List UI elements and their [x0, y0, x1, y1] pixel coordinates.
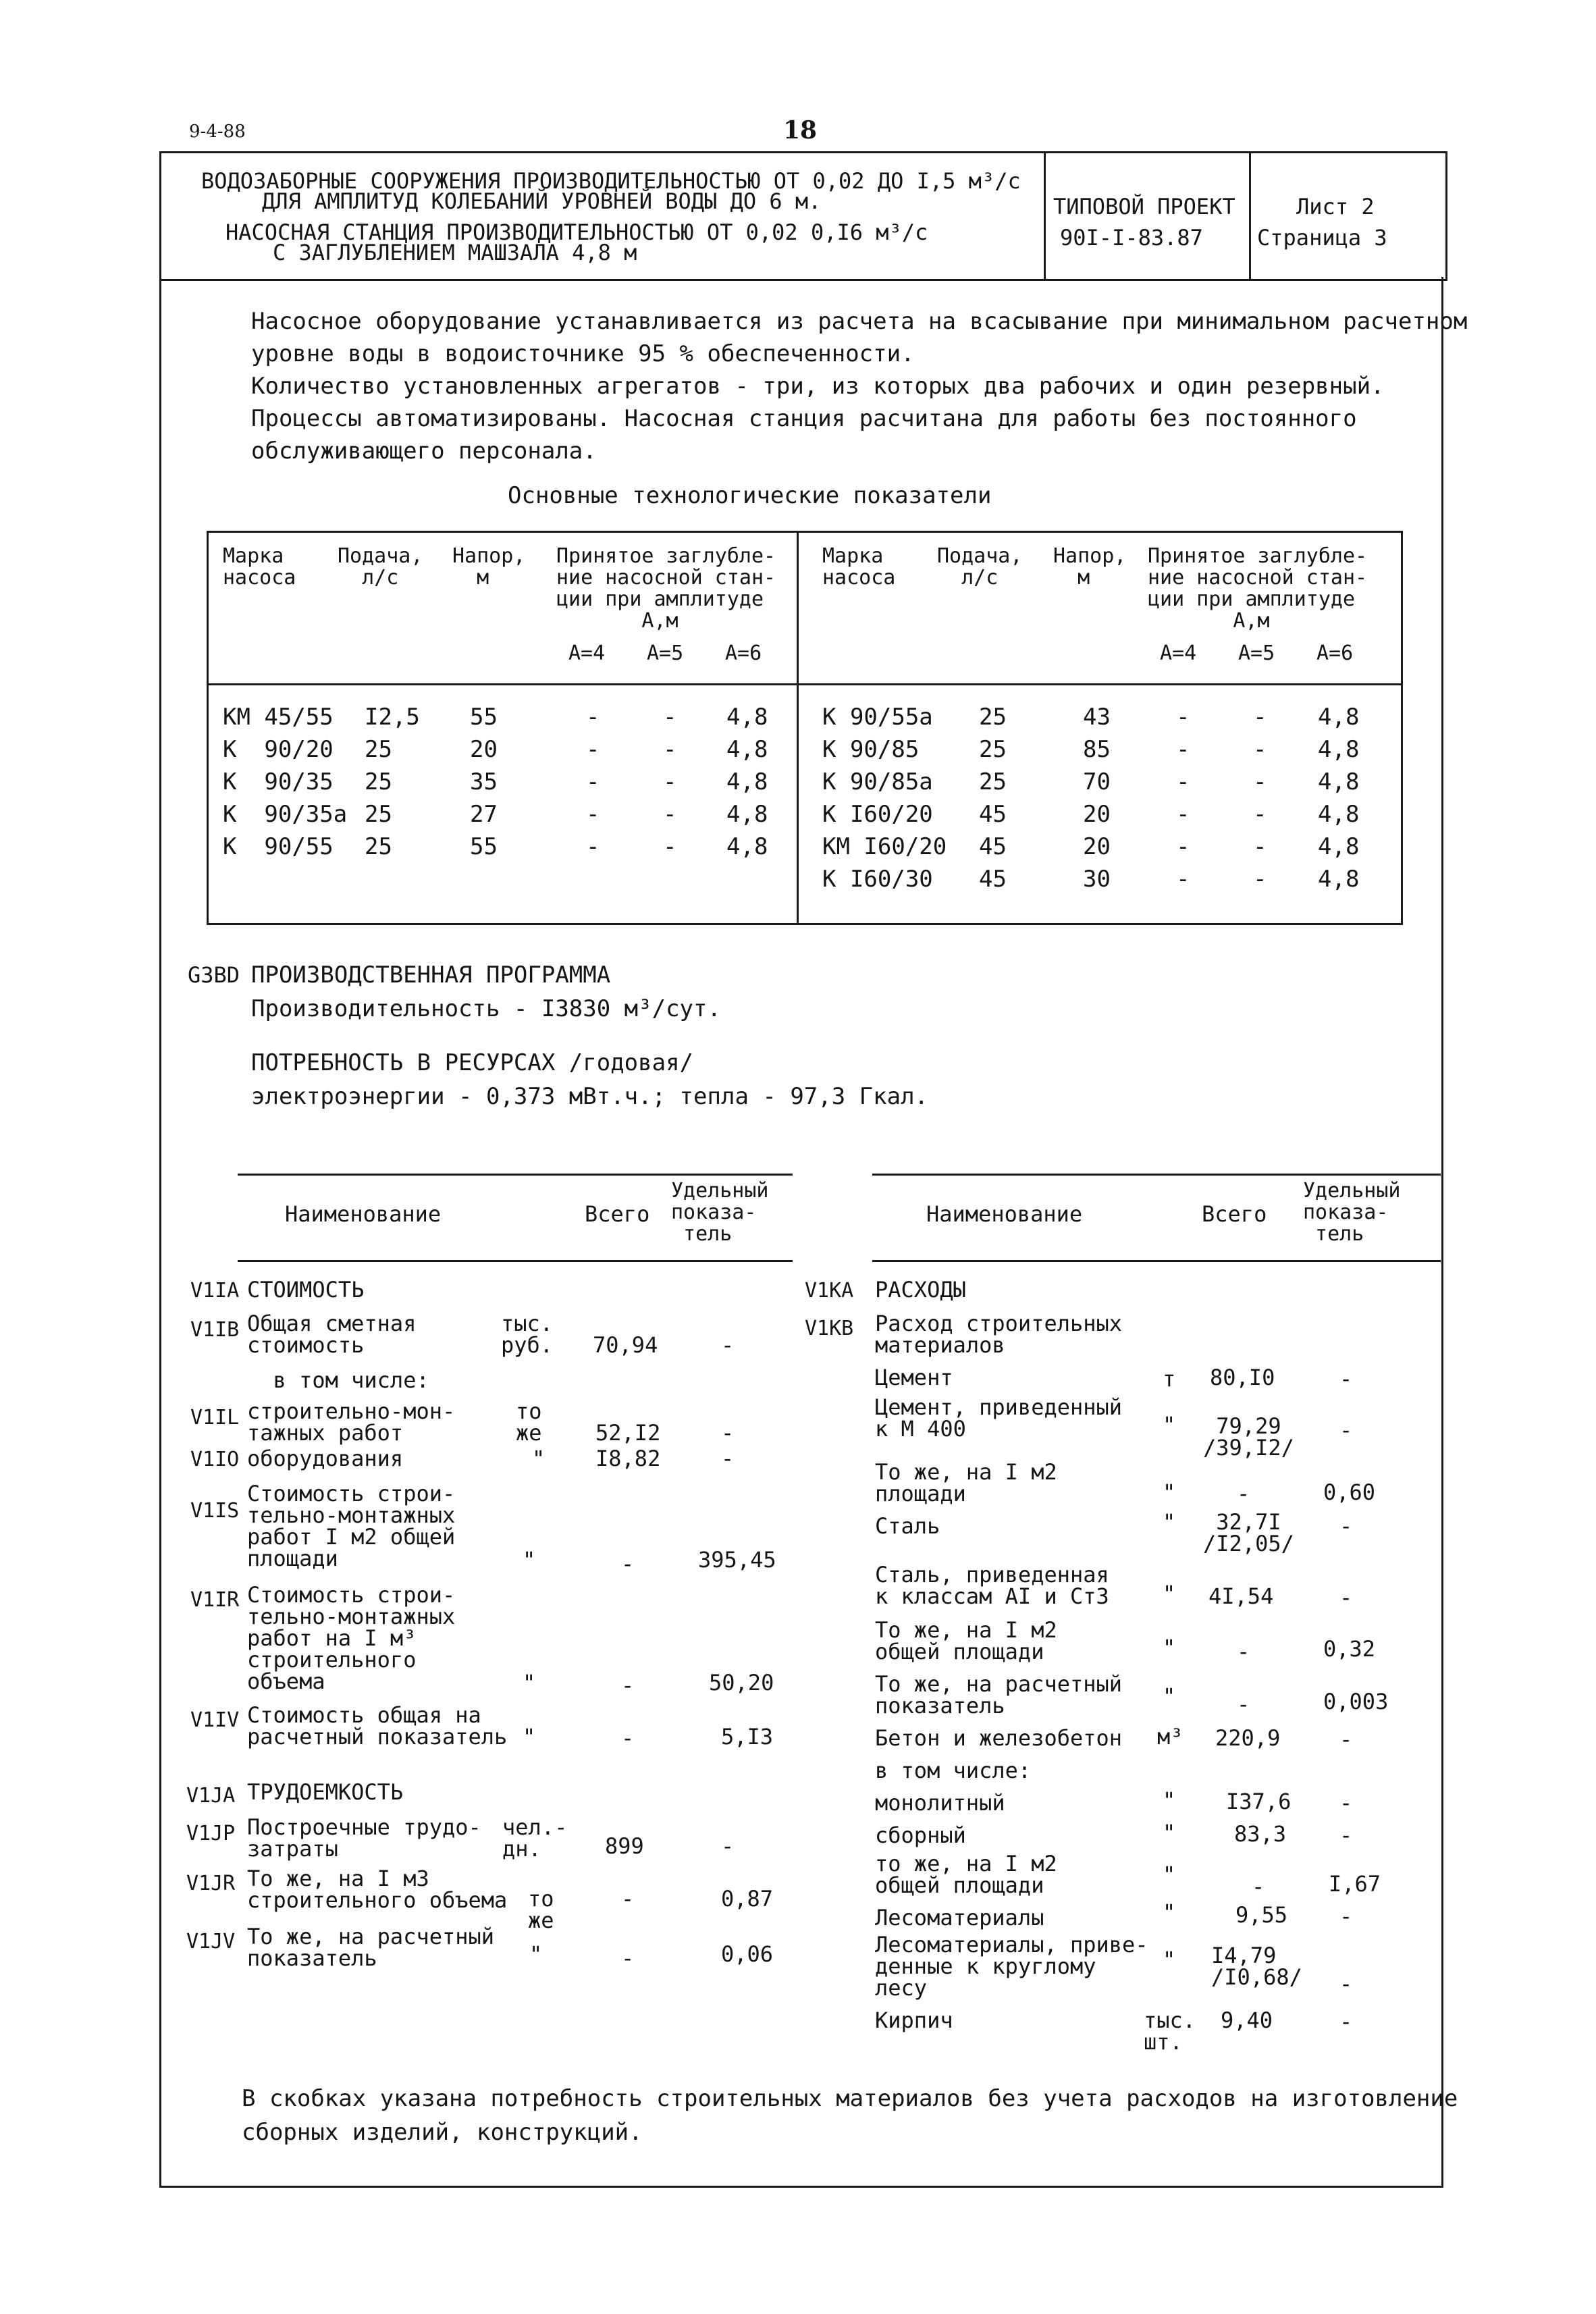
row-name: Сталь — [875, 1513, 940, 1539]
row-name: в том числе: — [247, 1367, 429, 1393]
cell-mark: К 90/85 — [822, 736, 920, 763]
resources-values: электроэнергии - 0,373 мВт.ч.; тепла - 97,3 Гкал. — [251, 1083, 929, 1110]
cell-a5: - — [1253, 801, 1267, 828]
ind-right-header-rule — [872, 1260, 1441, 1262]
intro-line-5: обслуживающего персонала. — [251, 438, 597, 465]
row-unit: тыс. руб. — [501, 1311, 554, 1358]
row-spec: - — [1339, 1903, 1353, 1929]
row-name: Цемент — [875, 1365, 953, 1390]
cell-a6: 4,8 — [1318, 768, 1360, 795]
cell-mark: КМ 45/55 — [223, 704, 334, 731]
row-spec: - — [1339, 1790, 1353, 1816]
cell-a6: 4,8 — [726, 704, 768, 731]
project-number: 90I-I-83.87 — [1060, 225, 1203, 251]
title-line-3: НАСОСНАЯ СТАНЦИЯ ПРОИЗВОДИТЕЛЬНОСТЬЮ ОТ 0,02 0,I6 м³/с — [225, 219, 928, 245]
row-unit: " — [1163, 1787, 1176, 1813]
row-spec: 395,45 — [698, 1547, 776, 1573]
row-spec: 0,32 — [1323, 1636, 1376, 1662]
row-total: - — [621, 1945, 635, 1971]
cell-flow: 25 — [979, 736, 1007, 763]
th-a5-right: А=5 — [1238, 641, 1275, 665]
cell-a5: - — [1253, 736, 1267, 763]
title-divider-1 — [1044, 151, 1046, 279]
row-name: Бетон и железобетон — [875, 1725, 1123, 1751]
cell-head: 55 — [470, 704, 498, 731]
row-total: I4,79 /I0,68/ — [1211, 1943, 1302, 1990]
row-code: V1KA — [805, 1279, 854, 1303]
row-code: V1IL — [190, 1406, 240, 1429]
page-number: 18 — [783, 116, 818, 144]
cell-a6: 4,8 — [1318, 866, 1360, 893]
row-spec: - — [721, 1446, 735, 1471]
ind-left-header-rule — [238, 1260, 793, 1262]
row-code: V1IV — [190, 1708, 240, 1732]
cell-mark: К I60/30 — [822, 866, 933, 893]
cell-a4: - — [1176, 801, 1190, 828]
row-unit: " — [529, 1941, 543, 1967]
cell-flow: 45 — [979, 801, 1007, 828]
cell-a5: - — [663, 704, 677, 731]
cell-head: 43 — [1083, 704, 1111, 731]
row-code: V1JR — [186, 1872, 236, 1895]
row-code: V1IS — [190, 1499, 240, 1523]
row-name: Лесоматериалы — [875, 1905, 1044, 1930]
row-spec: 0,87 — [721, 1886, 774, 1912]
row-name: Кирпич — [875, 2007, 953, 2033]
row-code: V1IB — [190, 1318, 240, 1342]
program-title: ПРОИЗВОДСТВЕННАЯ ПРОГРАММА — [251, 962, 611, 989]
cell-a4: - — [586, 801, 600, 828]
cell-head: 20 — [1083, 801, 1111, 828]
row-unit: " — [523, 1547, 536, 1573]
ind-left-col-name: Наименование — [285, 1201, 442, 1227]
cell-flow: 25 — [979, 704, 1007, 731]
cell-a4: - — [1176, 866, 1190, 893]
cell-a5: - — [1253, 866, 1267, 893]
cell-a6: 4,8 — [726, 736, 768, 763]
cell-mark: КМ I60/20 — [822, 833, 947, 860]
row-total: 9,55 — [1235, 1902, 1288, 1928]
ind-right-col-spec: Удельный показа- тель — [1303, 1179, 1401, 1246]
intro-line-1: Насосное оборудование устанавливается из расчета на всасывание при минимальном расчетном — [251, 308, 1468, 335]
cell-mark: К 90/55а — [822, 704, 933, 731]
row-total: - — [1237, 1691, 1250, 1717]
row-total: I8,82 — [595, 1446, 661, 1471]
row-spec: - — [1339, 1366, 1353, 1392]
row-unit: " — [523, 1724, 536, 1750]
cell-a4: - — [1176, 833, 1190, 860]
ind-right-col-name: Наименование — [926, 1201, 1083, 1227]
row-total: - — [621, 1725, 635, 1751]
row-code: V1IA — [190, 1279, 240, 1303]
cell-a4: - — [586, 833, 600, 860]
th-a6-left: А=6 — [725, 641, 762, 665]
row-code: V1IR — [190, 1588, 240, 1612]
row-unit: тыс. шт. — [1144, 2007, 1196, 2055]
title-line-1: ВОДОЗАБОРНЫЕ СООРУЖЕНИЯ ПРОИЗВОДИТЕЛЬНОСТЬЮ ОТ 0,02 ДО I,5 м³/с — [201, 168, 1021, 194]
cell-mark: К 90/35 — [223, 768, 334, 795]
title-line-2: ДЛЯ АМПЛИТУД КОЛЕБАНИЙ УРОВНЕЙ ВОДЫ ДО 6 м. — [262, 188, 822, 214]
row-spec: - — [1339, 1513, 1353, 1539]
row-total: 80,I0 — [1210, 1365, 1275, 1390]
row-total: - — [621, 1673, 635, 1698]
row-unit: то же — [516, 1398, 542, 1446]
row-total: I37,6 — [1226, 1789, 1292, 1814]
row-name: Расход строительных материалов — [875, 1311, 1123, 1358]
cell-head: 20 — [470, 736, 498, 763]
cell-a5: - — [1253, 768, 1267, 795]
th-flow-right: Подача, л/с — [937, 544, 1023, 589]
ind-left-col-spec: Удельный показа- тель — [671, 1179, 769, 1246]
row-name: То же, на I м2 общей площади — [875, 1617, 1057, 1664]
cell-a4: - — [1176, 704, 1190, 731]
row-total: 9,40 — [1221, 2007, 1273, 2033]
resources-title: ПОТРЕБНОСТЬ В РЕСУРСАХ /годовая/ — [251, 1049, 694, 1076]
cell-head: 27 — [470, 801, 498, 828]
row-spec: - — [721, 1420, 735, 1446]
th-head-right: Напор, м — [1053, 544, 1127, 589]
cell-mark: К I60/20 — [822, 801, 933, 828]
th-mark-left: Марка насоса — [223, 544, 296, 589]
row-unit: " — [1163, 1509, 1176, 1535]
intro-line-4: Процессы автоматизированы. Насосная станция расчитана для работы без постоянного — [251, 405, 1357, 432]
row-spec: 5,I3 — [721, 1724, 774, 1750]
ind-left-top-rule — [238, 1174, 793, 1176]
row-total: - — [1252, 1874, 1265, 1899]
th-a4-right: А=4 — [1160, 641, 1197, 665]
row-unit: " — [1163, 1820, 1176, 1845]
row-name: строительно-мон- тажных работ — [247, 1398, 456, 1446]
program-code: G3BD — [188, 962, 240, 988]
row-total: - — [1237, 1481, 1250, 1506]
cell-head: 70 — [1083, 768, 1111, 795]
row-total: 899 — [605, 1833, 644, 1859]
row-total: 79,29 /39,I2/ — [1203, 1413, 1294, 1461]
footnote-line-2: сборных изделий, конструкций. — [242, 2119, 643, 2146]
row-unit: м³ — [1157, 1724, 1183, 1750]
row-spec: - — [1339, 1417, 1353, 1443]
row-unit: т — [1163, 1366, 1176, 1392]
row-spec: 0,003 — [1323, 1689, 1389, 1714]
th-depth-left: Принятое заглубле- ние насосной стан- ции при амплитуде А,м — [556, 544, 776, 633]
cell-flow: 25 — [365, 768, 392, 795]
row-name: Общая сметная стоимость — [247, 1311, 417, 1358]
row-name: в том числе: — [875, 1758, 1032, 1783]
row-code: V1JA — [186, 1784, 236, 1808]
th-a6-right: А=6 — [1316, 641, 1354, 665]
row-name: СТОИМОСТЬ — [247, 1277, 365, 1303]
cell-head: 30 — [1083, 866, 1111, 893]
row-code: V1IO — [190, 1448, 240, 1471]
cell-a4: - — [586, 704, 600, 731]
cell-a6: 4,8 — [1318, 833, 1360, 860]
row-name: ТРУДОЕМКОСТЬ — [247, 1779, 404, 1805]
row-spec: - — [1339, 1822, 1353, 1848]
frame-bottom — [159, 2186, 1443, 2188]
cell-a6: 4,8 — [726, 768, 768, 795]
cell-a4: - — [1176, 736, 1190, 763]
row-unit: " — [1163, 1862, 1176, 1887]
title-line-4: С ЗАГЛУБЛЕНИЕМ МАШЗАЛА 4,8 м — [273, 240, 637, 265]
row-total: - — [621, 1551, 635, 1577]
row-spec: - — [1339, 1727, 1353, 1752]
cell-mark: К 90/35а — [223, 801, 348, 828]
row-unit: " — [1163, 1635, 1176, 1660]
cell-a4: - — [586, 736, 600, 763]
cell-a6: 4,8 — [1318, 801, 1360, 828]
row-total: - — [621, 1886, 635, 1912]
row-total: 4I,54 — [1208, 1583, 1274, 1609]
row-unit: " — [1163, 1947, 1176, 1972]
cell-flow: 25 — [365, 833, 392, 860]
row-spec: I,67 — [1329, 1871, 1381, 1897]
cell-a6: 4,8 — [726, 801, 768, 828]
ind-right-top-rule — [872, 1174, 1441, 1176]
th-depth-right: Принятое заглубле- ние насосной стан- ции при амплитуде А,м — [1148, 544, 1368, 633]
document-date: 9-4-88 — [189, 122, 246, 142]
program-capacity: Производительность - I3830 м³/сут. — [251, 995, 721, 1022]
cell-head: 35 — [470, 768, 498, 795]
row-code: V1KB — [805, 1317, 854, 1340]
row-total: 220,9 — [1215, 1725, 1281, 1751]
row-name: РАСХОДЫ — [875, 1277, 966, 1303]
row-unit: чел.- дн. — [502, 1814, 568, 1862]
cell-flow: 45 — [979, 833, 1007, 860]
row-total: 70,94 — [593, 1332, 658, 1358]
cell-mark: К 90/55 — [223, 833, 334, 860]
cell-a5: - — [1253, 833, 1267, 860]
row-name: То же, на I м3 строительного объема — [247, 1866, 508, 1913]
row-unit: " — [1163, 1479, 1176, 1505]
cell-a5: - — [663, 801, 677, 828]
cell-head: 55 — [470, 833, 498, 860]
cell-a6: 4,8 — [726, 833, 768, 860]
row-unit: " — [523, 1670, 536, 1695]
row-total: 32,7I /I2,05/ — [1203, 1509, 1294, 1556]
cell-flow: 45 — [979, 866, 1007, 893]
row-spec: - — [1339, 1971, 1353, 1997]
cell-a6: 4,8 — [1318, 736, 1360, 763]
cell-head: 20 — [1083, 833, 1111, 860]
cell-a5: - — [663, 833, 677, 860]
project-label: ТИПОВОЙ ПРОЕКТ — [1053, 194, 1235, 219]
row-name: Сталь, приведенная к классам AI и Ст3 — [875, 1562, 1109, 1609]
cell-a6: 4,8 — [1318, 704, 1360, 731]
row-unit: " — [1163, 1412, 1176, 1438]
frame-right — [1441, 277, 1443, 2188]
th-a4-left: А=4 — [568, 641, 606, 665]
row-spec: 0,06 — [721, 1941, 774, 1967]
cell-a5: - — [663, 736, 677, 763]
cell-mark: К 90/85а — [822, 768, 933, 795]
th-flow-left: Подача, л/с — [338, 544, 423, 589]
cell-a4: - — [1176, 768, 1190, 795]
pump-table-caption: Основные технологические показатели — [508, 482, 992, 509]
cell-a5: - — [1253, 704, 1267, 731]
frame-left — [159, 277, 161, 2188]
cell-flow: 25 — [979, 768, 1007, 795]
row-code: V1JP — [186, 1822, 236, 1845]
row-name: То же, на I м2 площади — [875, 1459, 1057, 1506]
footnote-line-1: В скобках указана потребность строительных материалов без учета расходов на изготовление — [242, 2085, 1458, 2112]
row-unit: " — [1163, 1683, 1176, 1709]
row-total: - — [1237, 1639, 1250, 1664]
row-spec: - — [1339, 1585, 1353, 1610]
row-name: монолитный — [875, 1790, 1005, 1816]
th-mark-right: Марка насоса — [822, 544, 896, 589]
cell-head: 85 — [1083, 736, 1111, 763]
th-head-left: Напор, м — [452, 544, 526, 589]
row-spec: - — [721, 1332, 735, 1358]
row-spec: 0,60 — [1323, 1479, 1376, 1505]
title-divider-2 — [1249, 151, 1251, 279]
row-spec: 50,20 — [709, 1670, 774, 1695]
ind-right-col-total: Всего — [1202, 1201, 1267, 1227]
pump-table-divider — [797, 531, 799, 923]
row-spec: - — [1339, 2009, 1353, 2034]
row-name: Стоимость строи- тельно-монтажных работ на I м³ строительного объема — [247, 1582, 456, 1694]
th-a5-left: А=5 — [647, 641, 684, 665]
cell-flow: 25 — [365, 736, 392, 763]
row-unit: то же — [528, 1886, 554, 1933]
cell-mark: К 90/20 — [223, 736, 334, 763]
row-name: То же, на расчетный показатель — [247, 1924, 495, 1971]
page-label: Страница 3 — [1257, 225, 1387, 251]
row-spec: - — [721, 1833, 735, 1859]
cell-a5: - — [663, 768, 677, 795]
row-name: оборудования — [247, 1446, 404, 1471]
intro-line-2: уровне воды в водоисточнике 95 % обеспеченности. — [251, 340, 915, 367]
row-name: То же, на расчетный показатель — [875, 1671, 1123, 1718]
row-code: V1JV — [186, 1930, 236, 1953]
row-total: 83,3 — [1234, 1821, 1287, 1847]
intro-line-3: Количество установленных агрегатов - три, из которых два рабочих и один резервный. — [251, 373, 1385, 400]
pump-table-header-rule — [207, 683, 1401, 685]
ind-left-col-total: Всего — [585, 1201, 650, 1227]
row-name: Стоимость строи- тельно-монтажных работ I м2 общей площади — [247, 1481, 456, 1571]
cell-flow: 25 — [365, 801, 392, 828]
cell-a4: - — [586, 768, 600, 795]
cell-flow: I2,5 — [365, 704, 420, 731]
row-unit: " — [532, 1446, 546, 1471]
row-total: 52,I2 — [595, 1420, 661, 1446]
row-name: Лесоматериалы, приве- денные к круглому лесу — [875, 1932, 1148, 2001]
sheet-label: Лист 2 — [1296, 194, 1375, 219]
row-unit: " — [1163, 1581, 1176, 1606]
row-name: Стоимость общая на расчетный показатель — [247, 1702, 508, 1750]
row-name: то же, на I м2 общей площади — [875, 1851, 1057, 1898]
row-name: Цемент, приведенный к М 400 — [875, 1394, 1123, 1442]
row-unit: " — [1163, 1899, 1176, 1925]
row-name: Построечные трудо- затраты — [247, 1814, 481, 1862]
row-name: сборный — [875, 1822, 966, 1848]
